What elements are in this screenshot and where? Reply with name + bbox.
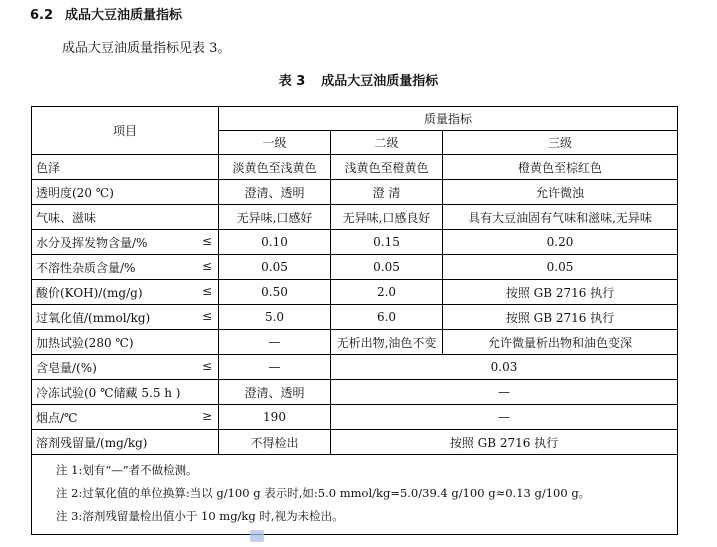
table-row — [32, 305, 678, 330]
quality-table — [31, 106, 678, 535]
row-item — [32, 230, 219, 255]
grade-2-3-value: 0.03 — [331, 355, 678, 380]
section-heading — [30, 4, 182, 23]
table-row-freeze — [32, 380, 678, 405]
row-item — [32, 205, 219, 230]
table-caption-title: 成品大豆油质量指标 — [321, 74, 439, 89]
row-comparator: ≥ — [201, 408, 212, 423]
grade-3-value: 允许微量析出物和油色变深 — [443, 330, 678, 355]
watermark-stamp-icon — [250, 530, 264, 542]
table-row — [32, 155, 678, 180]
table-note-3: 注 3:溶剂残留量检出值小于 10 mg/kg 时,视为未检出。 — [56, 509, 344, 523]
row-item-label: 过氧化值/(mmol/kg) — [36, 310, 151, 325]
row-comparator: ≤ — [201, 233, 212, 248]
grade-1-value: 澄清、透明 — [219, 180, 331, 205]
grade-2-value: 澄 清 — [331, 180, 443, 205]
grade-header-1: 一级 — [219, 131, 331, 155]
row-comparator: ≤ — [201, 308, 212, 323]
row-item-label: 烟点/℃ — [36, 410, 78, 425]
quality-group-header: 质量指标 — [219, 107, 678, 131]
row-item — [32, 180, 219, 205]
grade-header-3: 三级 — [443, 131, 678, 155]
item-header: 项目 — [32, 107, 219, 155]
grade-1-value: — — [219, 355, 331, 380]
grade-2-value: 6.0 — [331, 305, 443, 330]
row-item — [32, 305, 219, 330]
grade-1-value: 0.05 — [219, 255, 331, 280]
grade-1-value: 无异味,口感好 — [219, 205, 331, 230]
grade-3-value: 按照 GB 2716 执行 — [443, 305, 678, 330]
row-item — [32, 255, 219, 280]
row-item — [32, 430, 219, 455]
section-number: 6.2 — [30, 8, 54, 23]
table-row — [32, 230, 678, 255]
table-note-2: 注 2:过氧化值的单位换算:当以 g/100 g 表示时,如:5.0 mmol/kg=5.0/39.4 g/100 g≈0.13 g/100 g。 — [56, 486, 591, 500]
grade-1-value: 0.10 — [219, 230, 331, 255]
row-item-label: 冷冻试验(0 ℃储藏 5.5 h ) — [36, 385, 181, 400]
table-notes-row — [32, 455, 678, 535]
grade-2-value: 浅黄色至橙黄色 — [331, 155, 443, 180]
row-item-label: 水分及挥发物含量/% — [36, 235, 148, 250]
row-comparator: ≤ — [201, 258, 212, 273]
table-row — [32, 205, 678, 230]
grade-1-value: 5.0 — [219, 305, 331, 330]
table-row-soap — [32, 355, 678, 380]
grade-1-value: 淡黄色至浅黄色 — [219, 155, 331, 180]
grade-1-value: 不得检出 — [219, 430, 331, 455]
row-item — [32, 380, 219, 405]
row-item — [32, 280, 219, 305]
intro-paragraph: 成品大豆油质量指标见表 3。 — [62, 41, 231, 56]
grade-2-3-value: — — [331, 380, 678, 405]
grade-header-2: 二级 — [331, 131, 443, 155]
table-row — [32, 255, 678, 280]
row-item-label: 不溶性杂质含量/% — [36, 260, 136, 275]
row-comparator: ≤ — [201, 283, 212, 298]
grade-3-value: 橙黄色至棕红色 — [443, 155, 678, 180]
grade-1-value: 0.50 — [219, 280, 331, 305]
row-comparator: ≤ — [201, 358, 212, 373]
grade-3-value: 0.05 — [443, 255, 678, 280]
grade-2-value: 无异味,口感良好 — [331, 205, 443, 230]
row-item-label: 溶剂残留量/(mg/kg) — [36, 435, 148, 450]
grade-2-3-value: — — [331, 405, 678, 430]
grade-1-value: 澄清、透明 — [219, 380, 331, 405]
table-row-smoke — [32, 405, 678, 430]
row-item-label: 加热试验(280 ℃) — [36, 335, 134, 350]
table-caption — [0, 70, 717, 89]
grade-1-value: — — [219, 330, 331, 355]
grade-1-value: 190 — [219, 405, 331, 430]
grade-3-value: 0.20 — [443, 230, 678, 255]
row-item-label: 透明度(20 ℃) — [36, 185, 114, 200]
grade-2-value: 无析出物,油色不变 — [331, 330, 443, 355]
table-body — [32, 155, 678, 355]
table-caption-label: 表 3 — [278, 74, 306, 89]
grade-2-value: 0.15 — [331, 230, 443, 255]
grade-2-3-value: 按照 GB 2716 执行 — [331, 430, 678, 455]
grade-2-value: 0.05 — [331, 255, 443, 280]
grade-2-value: 2.0 — [331, 280, 443, 305]
grade-3-value: 按照 GB 2716 执行 — [443, 280, 678, 305]
row-item — [32, 405, 219, 430]
row-item — [32, 155, 219, 180]
row-item-label: 色泽 — [36, 160, 61, 175]
row-item-label: 酸价(KOH)/(mg/g) — [36, 285, 143, 300]
table-header-row — [32, 107, 678, 131]
table-row — [32, 330, 678, 355]
table-note-1: 注 1:划有“—”者不做检测。 — [56, 463, 198, 477]
row-item — [32, 355, 219, 380]
table-row — [32, 180, 678, 205]
table-notes — [32, 455, 678, 535]
grade-3-value: 允许微浊 — [443, 180, 678, 205]
row-item-label: 气味、滋味 — [36, 210, 97, 225]
grade-3-value: 具有大豆油固有气味和滋味,无异味 — [443, 205, 678, 230]
row-item — [32, 330, 219, 355]
section-title: 成品大豆油质量指标 — [65, 8, 183, 23]
table-row-solvent — [32, 430, 678, 455]
table-row — [32, 280, 678, 305]
row-item-label: 含皂量/(%) — [36, 360, 97, 375]
